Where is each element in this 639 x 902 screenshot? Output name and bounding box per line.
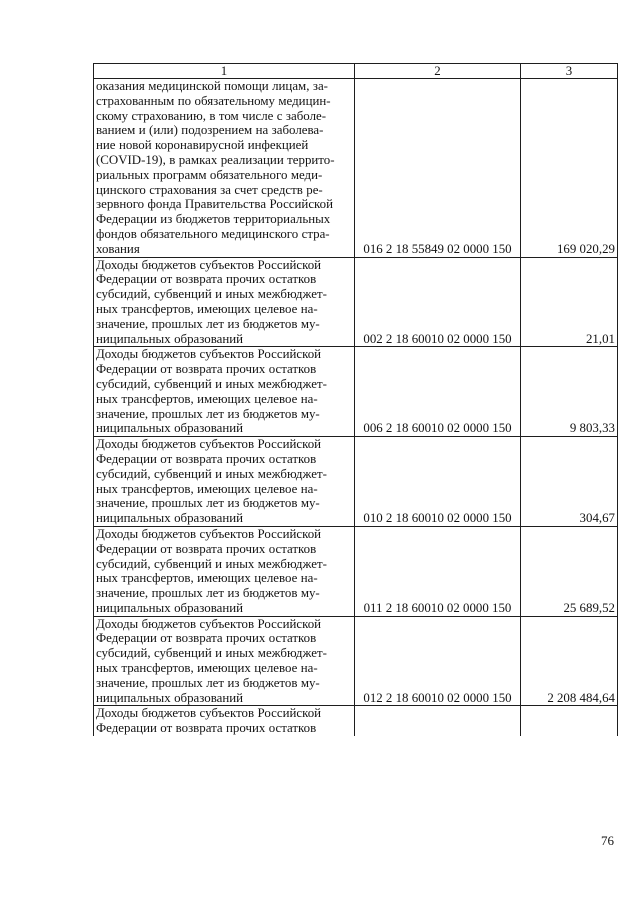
row-amount: 21,01: [521, 257, 618, 347]
description-line: страхованным по обязательному медицин-: [96, 93, 331, 108]
description-line: ниципальных образований: [96, 600, 244, 615]
description-line: ванием и (или) подозрением на заболева-: [96, 123, 324, 138]
table-row: [94, 257, 618, 347]
description-line: Доходы бюджетов субъектов Российской: [96, 257, 322, 272]
description-line: ных трансфертов, имеющих целевое на-: [96, 391, 318, 406]
description-line: Доходы бюджетов субъектов Российской: [96, 437, 322, 452]
row-amount: 2 208 484,64: [521, 616, 618, 706]
row-description: [94, 79, 355, 258]
row-amount: [521, 706, 618, 736]
description-line: Федерации из бюджетов территориальных: [96, 212, 331, 227]
description-line: ных трансфертов, имеющих целевое на-: [96, 481, 318, 496]
description-line: ных трансфертов, имеющих целевое на-: [96, 571, 318, 586]
description-line: Доходы бюджетов субъектов Российской: [96, 616, 322, 631]
description-line: Доходы бюджетов субъектов Российской: [96, 706, 322, 721]
column-header-3: 3: [521, 64, 618, 79]
description-line: значение, прошлых лет из бюджетов му-: [96, 496, 320, 511]
row-budget-code: 002 2 18 60010 02 0000 150: [355, 257, 521, 347]
description-line: субсидий, субвенций и иных межбюджет-: [96, 556, 327, 571]
table-row: [94, 706, 618, 736]
description-line: ниципальных образований: [96, 511, 244, 526]
description-line: значение, прошлых лет из бюджетов му-: [96, 586, 320, 601]
table-row: [94, 437, 618, 527]
description-line: Федерации от возврата прочих остатков: [96, 541, 317, 556]
row-description: [94, 347, 355, 437]
description-line: зервного фонда Правительства Российской: [96, 197, 333, 212]
description-line: Федерации от возврата прочих остатков: [96, 631, 317, 646]
budget-revenue-table: [93, 63, 618, 736]
description-line: Федерации от возврата прочих остатков: [96, 272, 317, 287]
row-description: [94, 616, 355, 706]
row-budget-code: 016 2 18 55849 02 0000 150: [355, 79, 521, 258]
row-amount: 9 803,33: [521, 347, 618, 437]
description-line: ных трансфертов, имеющих целевое на-: [96, 301, 318, 316]
row-description: [94, 706, 355, 736]
column-header-1: 1: [94, 64, 355, 79]
description-line: Федерации от возврата прочих остатков: [96, 362, 317, 377]
description-line: субсидий, субвенций и иных межбюджет-: [96, 376, 327, 391]
row-budget-code: 011 2 18 60010 02 0000 150: [355, 526, 521, 616]
description-line: субсидий, субвенций и иных межбюджет-: [96, 466, 327, 481]
description-line: (COVID-19), в рамках реализации террито-: [96, 152, 335, 167]
description-line: Доходы бюджетов субъектов Российской: [96, 347, 322, 362]
table-row: [94, 79, 618, 258]
row-amount: 25 689,52: [521, 526, 618, 616]
row-description: [94, 526, 355, 616]
description-line: субсидий, субвенций и иных межбюджет-: [96, 646, 327, 661]
description-line: ниципальных образований: [96, 690, 244, 705]
table-row: [94, 347, 618, 437]
row-description: [94, 437, 355, 527]
description-line: значение, прошлых лет из бюджетов му-: [96, 675, 320, 690]
row-budget-code: 012 2 18 60010 02 0000 150: [355, 616, 521, 706]
description-line: значение, прошлых лет из бюджетов му-: [96, 316, 320, 331]
table-row: [94, 616, 618, 706]
description-line: Доходы бюджетов субъектов Российской: [96, 526, 322, 541]
row-budget-code: 006 2 18 60010 02 0000 150: [355, 347, 521, 437]
description-line: ниципальных образований: [96, 421, 244, 436]
description-line: скому страхованию, в том числе с заболе-: [96, 108, 327, 123]
description-line: ниципальных образований: [96, 331, 244, 346]
row-amount: 304,67: [521, 437, 618, 527]
description-line: значение, прошлых лет из бюджетов му-: [96, 406, 320, 421]
description-line: хования: [96, 241, 140, 256]
description-line: Федерации от возврата прочих остатков: [96, 721, 317, 736]
description-line: риальных программ обязательного меди-: [96, 167, 323, 182]
page-number: 76: [601, 833, 614, 848]
table-body: [94, 79, 618, 737]
description-line: оказания медицинской помощи лицам, за-: [96, 79, 328, 93]
row-description: [94, 257, 355, 347]
description-line: фондов обязательного медицинского стра-: [96, 226, 330, 241]
column-header-2: 2: [355, 64, 521, 79]
description-line: цинского страхования за счет средств ре-: [96, 182, 323, 197]
description-line: субсидий, субвенций и иных межбюджет-: [96, 287, 327, 302]
row-budget-code: [355, 706, 521, 736]
table-header-row: [94, 64, 618, 79]
description-line: Федерации от возврата прочих остатков: [96, 451, 317, 466]
table-row: [94, 526, 618, 616]
description-line: ных трансфертов, имеющих целевое на-: [96, 661, 318, 676]
row-amount: 169 020,29: [521, 79, 618, 258]
description-line: ние новой коронавирусной инфекцией: [96, 138, 309, 153]
row-budget-code: 010 2 18 60010 02 0000 150: [355, 437, 521, 527]
